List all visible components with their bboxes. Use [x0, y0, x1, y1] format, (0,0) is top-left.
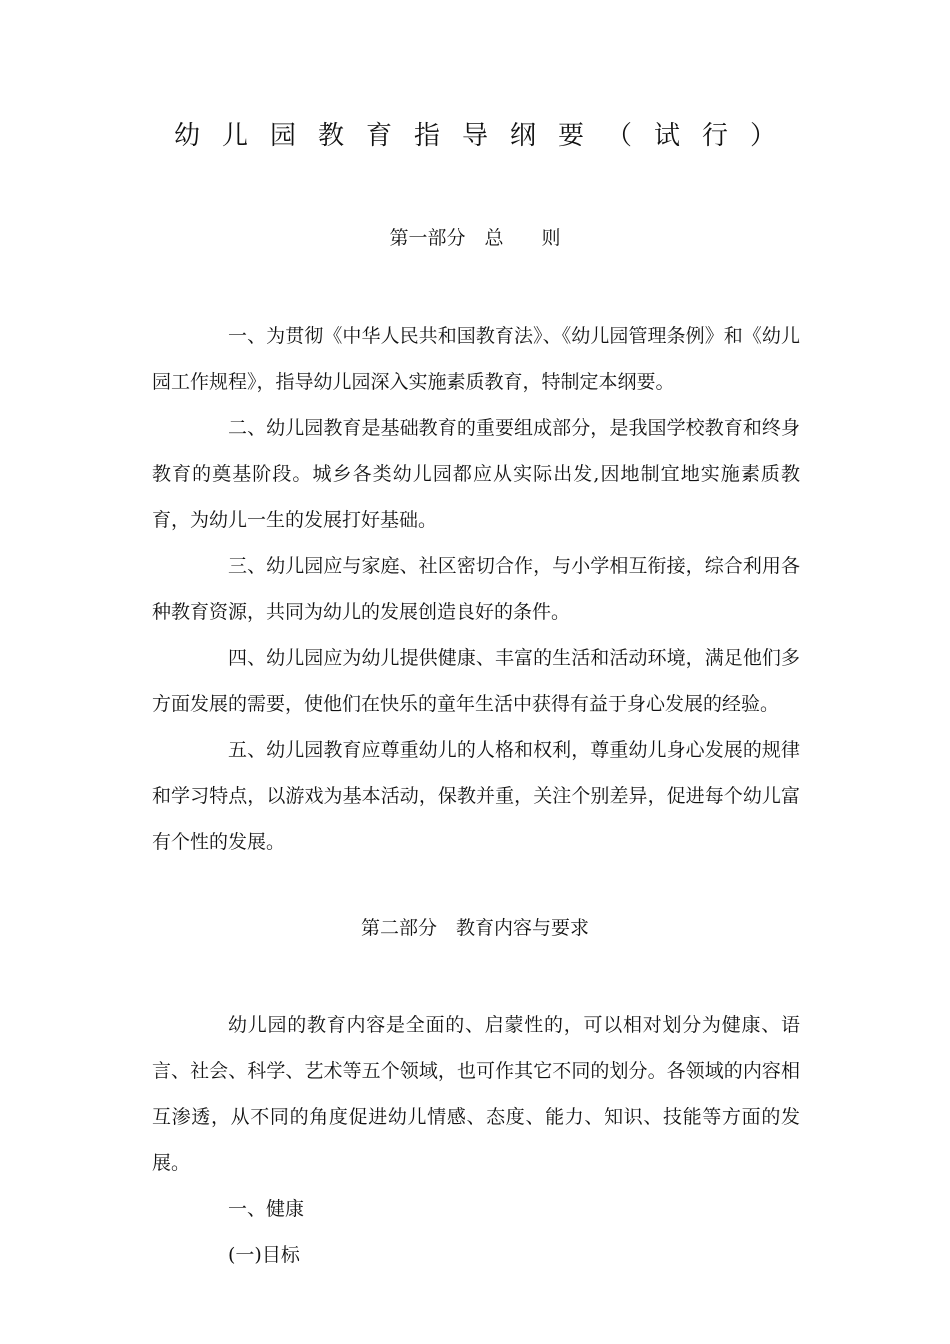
part1-paragraph-4: 四、幼儿园应为幼儿提供健康、丰富的生活和活动环境，满足他们多方面发展的需要，使他们在快乐的童年生活中获得有益于身心发展的经验。	[152, 647, 800, 715]
part1-paragraph-3: 三、幼儿园应与家庭、社区密切合作，与小学相互衔接，综合利用各种教育资源，共同为幼儿的发展创造良好的条件。	[152, 555, 800, 623]
part2-body	[152, 1002, 800, 1278]
document-title: 幼儿园教育指导纲要（试行）	[173, 121, 798, 151]
part1-paragraph-1: 一、为贯彻《中华人民共和国教育法》、《幼儿园管理条例》和《幼儿园工作规程》，指导幼儿园深入实施素质教育，特制定本纲要。	[152, 325, 800, 393]
part2-heading: 第二部分 教育内容与要求	[360, 917, 589, 939]
subsection-goals-heading: (一)目标	[228, 1244, 300, 1266]
section-health-heading: 一、健康	[228, 1198, 305, 1220]
part1-paragraph-5: 五、幼儿园教育应尊重幼儿的人格和权利，尊重幼儿身心发展的规律和学习特点，以游戏为基本活动，保教并重，关注个别差异，促进每个幼儿富有个性的发展。	[152, 739, 800, 853]
part2-intro-paragraph: 幼儿园的教育内容是全面的、启蒙性的，可以相对划分为健康、语言、社会、科学、艺术等五个领域，也可作其它不同的划分。各领域的内容相互渗透，从不同的角度促进幼儿情感、态度、能力、知识、技能等方面的发展。	[152, 1014, 800, 1174]
part1-heading: 第一部分 总 则	[389, 227, 561, 249]
part1-body	[152, 313, 800, 865]
part1-paragraph-2: 二、幼儿园教育是基础教育的重要组成部分，是我国学校教育和终身教育的奠基阶段。城乡各类幼儿园都应从实际出发,因地制宜地实施素质教育，为幼儿一生的发展打好基础。	[152, 417, 800, 531]
